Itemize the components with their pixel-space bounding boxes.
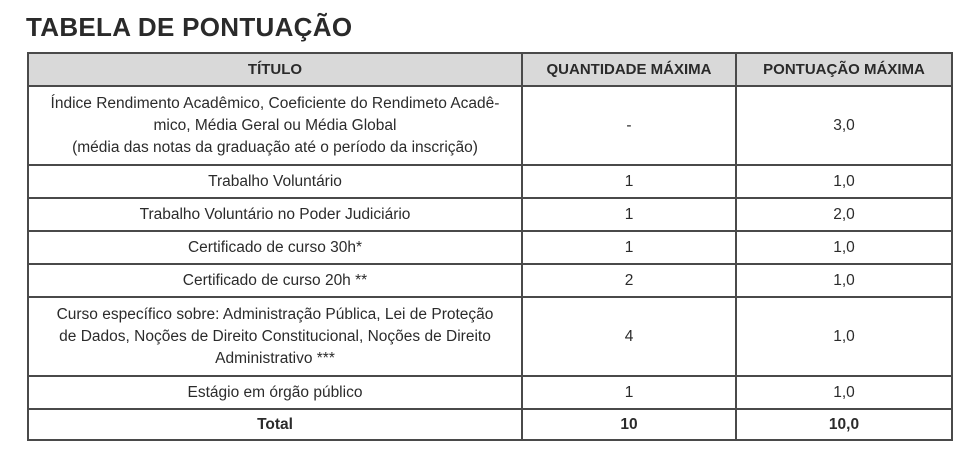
row-title: Certificado de curso 30h* <box>28 231 522 264</box>
total-points: 10,0 <box>736 409 952 440</box>
row-points: 1,0 <box>736 376 952 409</box>
row-title <box>28 297 522 376</box>
row-points: 1,0 <box>736 297 952 376</box>
row-title: Trabalho Voluntário no Poder Judiciário <box>28 198 522 231</box>
row-title-line: Administrativo *** <box>215 349 335 367</box>
table-row <box>28 231 952 264</box>
row-title: Trabalho Voluntário <box>28 165 522 198</box>
row-quantity: 1 <box>522 198 736 231</box>
table-row <box>28 297 952 376</box>
row-quantity: 1 <box>522 231 736 264</box>
row-points: 2,0 <box>736 198 952 231</box>
table-row <box>28 264 952 297</box>
page-title: TABELA DE PONTUAÇÃO <box>26 12 353 42</box>
row-points: 1,0 <box>736 264 952 297</box>
row-points: 1,0 <box>736 231 952 264</box>
row-quantity: 1 <box>522 165 736 198</box>
row-title: Certificado de curso 20h ** <box>28 264 522 297</box>
row-quantity: - <box>522 86 736 165</box>
table-row <box>28 165 952 198</box>
total-row <box>28 409 952 440</box>
table-row <box>28 376 952 409</box>
row-title-line: Curso específico sobre: Administração Pública, Lei de Proteção <box>56 305 494 323</box>
table-row <box>28 86 952 165</box>
row-title-line: de Dados, Noções de Direito Constitucional, Noções de Direito <box>59 327 491 345</box>
row-title-line: (média das notas da graduação até o período da inscrição) <box>72 138 478 156</box>
row-quantity: 2 <box>522 264 736 297</box>
score-table <box>27 52 953 441</box>
row-points: 1,0 <box>736 165 952 198</box>
row-title-line: mico, Média Geral ou Média Global <box>153 116 397 134</box>
row-title <box>28 86 522 165</box>
row-quantity: 4 <box>522 297 736 376</box>
header-max-points: PONTUAÇÃO MÁXIMA <box>736 53 952 86</box>
row-title: Estágio em órgão público <box>28 376 522 409</box>
total-label: Total <box>28 409 522 440</box>
row-quantity: 1 <box>522 376 736 409</box>
row-points: 3,0 <box>736 86 952 165</box>
header-title: TÍTULO <box>28 53 522 86</box>
header-row <box>28 53 952 86</box>
table-row <box>28 198 952 231</box>
header-max-quantity: QUANTIDADE MÁXIMA <box>522 53 736 86</box>
total-quantity: 10 <box>522 409 736 440</box>
row-title-line: Índice Rendimento Acadêmico, Coeficiente do Rendimeto Acadê- <box>50 94 500 112</box>
